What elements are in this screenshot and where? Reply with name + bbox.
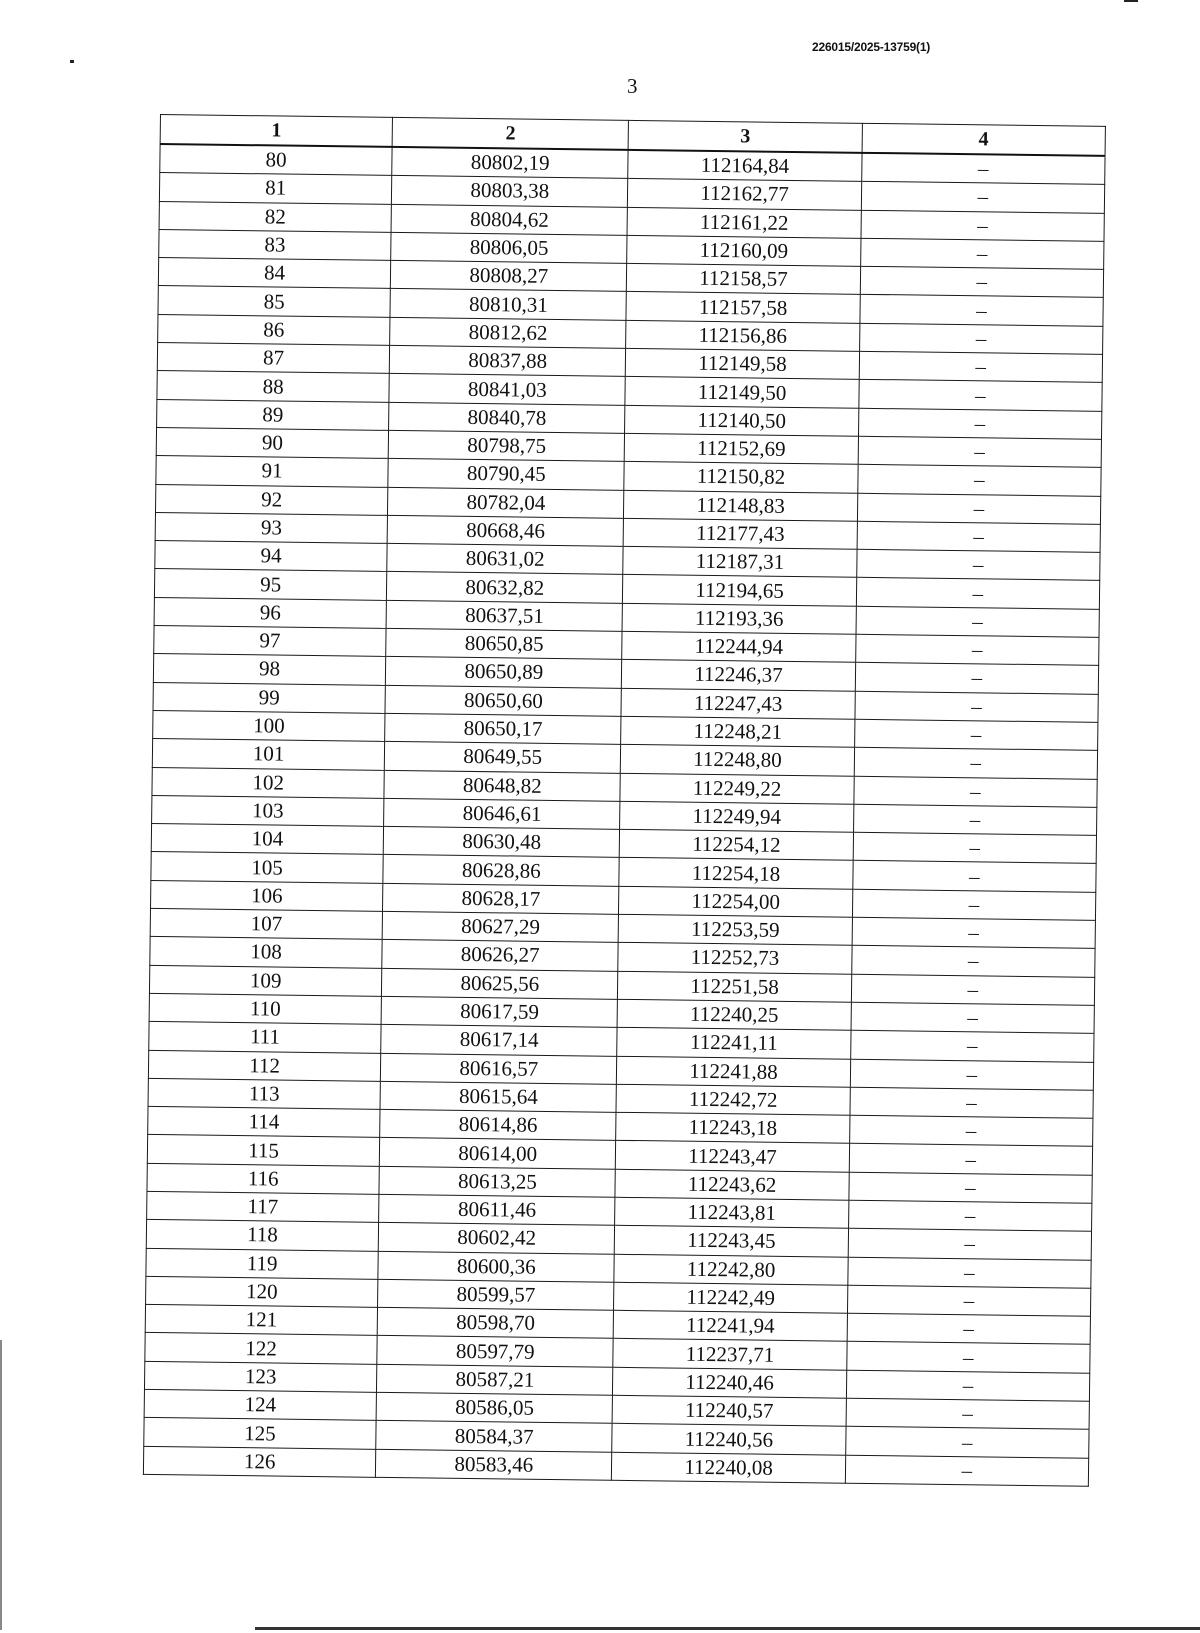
note-cell: – xyxy=(861,182,1105,213)
point-number-cell: 120 xyxy=(146,1276,379,1307)
column-header: 3 xyxy=(629,120,863,152)
x-coordinate-cell: 80600,36 xyxy=(378,1251,615,1282)
note-cell: – xyxy=(845,1455,1089,1486)
point-number-cell: 94 xyxy=(155,541,388,572)
note-cell: – xyxy=(851,974,1095,1005)
x-coordinate-cell: 80613,25 xyxy=(379,1166,616,1197)
scan-bottom-line xyxy=(255,1627,1200,1630)
x-coordinate-cell: 80616,57 xyxy=(381,1053,618,1084)
column-header: 4 xyxy=(862,123,1106,156)
point-number-cell: 114 xyxy=(148,1107,381,1138)
x-coordinate-cell: 80597,79 xyxy=(377,1336,614,1367)
scan-edge xyxy=(0,1340,2,1630)
point-number-cell: 115 xyxy=(147,1135,380,1166)
y-coordinate-cell: 112247,43 xyxy=(621,688,855,719)
x-coordinate-cell: 80790,45 xyxy=(388,459,625,490)
note-cell: – xyxy=(857,493,1101,524)
point-number-cell: 107 xyxy=(150,908,383,939)
y-coordinate-cell: 112177,43 xyxy=(624,518,858,549)
note-cell: – xyxy=(852,917,1096,948)
note-cell: – xyxy=(847,1257,1091,1288)
note-cell: – xyxy=(858,380,1102,411)
x-coordinate-cell: 80804,62 xyxy=(391,204,628,235)
x-coordinate-cell: 80812,62 xyxy=(390,317,627,348)
column-header: 1 xyxy=(160,115,393,147)
point-number-cell: 106 xyxy=(151,880,384,911)
y-coordinate-cell: 112237,71 xyxy=(613,1339,847,1370)
x-coordinate-cell: 80615,64 xyxy=(380,1081,617,1112)
y-coordinate-cell: 112253,59 xyxy=(619,914,853,945)
note-cell: – xyxy=(854,748,1098,779)
note-cell: – xyxy=(859,323,1103,354)
y-coordinate-cell: 112240,57 xyxy=(613,1395,847,1426)
point-number-cell: 92 xyxy=(155,484,388,515)
note-cell: – xyxy=(860,238,1104,269)
point-number-cell: 124 xyxy=(144,1389,377,1420)
note-cell: – xyxy=(861,153,1105,185)
point-number-cell: 98 xyxy=(153,654,386,685)
note-cell: – xyxy=(848,1200,1092,1231)
note-cell: – xyxy=(858,436,1102,467)
y-coordinate-cell: 112240,56 xyxy=(612,1424,846,1455)
note-cell: – xyxy=(849,1172,1093,1203)
x-coordinate-cell: 80668,46 xyxy=(387,515,624,546)
y-coordinate-cell: 112249,22 xyxy=(620,773,854,804)
note-cell: – xyxy=(850,1059,1094,1090)
note-cell: – xyxy=(857,521,1101,552)
y-coordinate-cell: 112240,46 xyxy=(613,1367,847,1398)
x-coordinate-cell: 80806,05 xyxy=(391,232,628,263)
point-number-cell: 95 xyxy=(154,569,387,600)
x-coordinate-cell: 80646,61 xyxy=(384,798,621,829)
x-coordinate-cell: 80625,56 xyxy=(382,968,619,999)
y-coordinate-cell: 112193,36 xyxy=(622,603,856,634)
x-coordinate-cell: 80614,86 xyxy=(380,1109,617,1140)
y-coordinate-cell: 112140,50 xyxy=(625,405,859,436)
point-number-cell: 116 xyxy=(147,1163,380,1194)
point-number-cell: 90 xyxy=(156,427,389,458)
x-coordinate-cell: 80584,37 xyxy=(376,1421,613,1452)
note-cell: – xyxy=(849,1144,1093,1175)
y-coordinate-cell: 112242,80 xyxy=(614,1254,848,1285)
note-cell: – xyxy=(855,663,1099,694)
point-number-cell: 122 xyxy=(145,1333,378,1364)
point-number-cell: 113 xyxy=(148,1078,381,1109)
y-coordinate-cell: 112254,12 xyxy=(620,829,854,860)
note-cell: – xyxy=(852,861,1096,892)
scan-speck xyxy=(70,60,74,63)
x-coordinate-cell: 80631,02 xyxy=(387,544,624,575)
point-number-cell: 84 xyxy=(158,258,391,289)
note-cell: – xyxy=(860,266,1104,297)
point-number-cell: 86 xyxy=(158,314,391,345)
note-cell: – xyxy=(846,1398,1090,1429)
y-coordinate-cell: 112160,09 xyxy=(627,235,861,266)
y-coordinate-cell: 112187,31 xyxy=(623,547,857,578)
point-number-cell: 112 xyxy=(148,1050,381,1081)
x-coordinate-cell: 80627,29 xyxy=(382,911,619,942)
point-number-cell: 118 xyxy=(146,1220,379,1251)
table-body xyxy=(143,144,1105,1486)
note-cell: – xyxy=(856,578,1100,609)
note-cell: – xyxy=(860,295,1104,326)
x-coordinate-cell: 80628,17 xyxy=(383,883,620,914)
y-coordinate-cell: 112248,80 xyxy=(621,745,855,776)
x-coordinate-cell: 80782,04 xyxy=(388,487,625,518)
y-coordinate-cell: 112240,08 xyxy=(612,1452,846,1483)
point-number-cell: 104 xyxy=(151,824,384,855)
point-number-cell: 117 xyxy=(147,1191,380,1222)
point-number-cell: 110 xyxy=(149,993,382,1024)
y-coordinate-cell: 112241,11 xyxy=(617,1028,851,1059)
note-cell: – xyxy=(856,606,1100,637)
point-number-cell: 88 xyxy=(157,371,390,402)
y-coordinate-cell: 112161,22 xyxy=(627,207,861,238)
point-number-cell: 111 xyxy=(149,1022,382,1053)
x-coordinate-cell: 80617,14 xyxy=(381,1025,618,1056)
note-cell: – xyxy=(856,549,1100,580)
x-coordinate-cell: 80649,55 xyxy=(384,742,621,773)
note-cell: – xyxy=(846,1370,1090,1401)
point-number-cell: 99 xyxy=(153,682,386,713)
note-cell: – xyxy=(854,776,1098,807)
y-coordinate-cell: 112152,69 xyxy=(625,433,859,464)
x-coordinate-cell: 80650,17 xyxy=(385,713,622,744)
x-coordinate-cell: 80837,88 xyxy=(389,345,626,376)
point-number-cell: 85 xyxy=(158,286,391,317)
x-coordinate-cell: 80614,00 xyxy=(379,1138,616,1169)
note-cell: – xyxy=(855,691,1099,722)
x-coordinate-cell: 80611,46 xyxy=(379,1194,616,1225)
x-coordinate-cell: 80637,51 xyxy=(386,600,623,631)
note-cell: – xyxy=(851,1002,1095,1033)
point-number-cell: 81 xyxy=(159,173,392,204)
y-coordinate-cell: 112156,86 xyxy=(626,320,860,351)
note-cell: – xyxy=(850,1087,1094,1118)
note-cell: – xyxy=(847,1313,1091,1344)
point-number-cell: 82 xyxy=(159,201,392,232)
y-coordinate-cell: 112242,72 xyxy=(616,1084,850,1115)
point-number-cell: 87 xyxy=(157,343,390,374)
point-number-cell: 93 xyxy=(155,512,388,543)
x-coordinate-cell: 80803,38 xyxy=(392,176,629,207)
x-coordinate-cell: 80598,70 xyxy=(377,1308,614,1339)
y-coordinate-cell: 112157,58 xyxy=(626,292,860,323)
y-coordinate-cell: 112254,18 xyxy=(619,858,853,889)
note-cell: – xyxy=(847,1285,1091,1316)
note-cell: – xyxy=(854,719,1098,750)
point-number-cell: 103 xyxy=(152,795,385,826)
x-coordinate-cell: 80808,27 xyxy=(391,261,628,292)
x-coordinate-cell: 80798,75 xyxy=(388,430,625,461)
y-coordinate-cell: 112243,62 xyxy=(615,1169,849,1200)
document-number: 226015/2025-13759(1) xyxy=(812,40,931,54)
y-coordinate-cell: 112158,57 xyxy=(627,264,861,295)
x-coordinate-cell: 80810,31 xyxy=(390,289,627,320)
x-coordinate-cell: 80650,85 xyxy=(386,628,623,659)
note-cell: – xyxy=(853,804,1097,835)
note-cell: – xyxy=(853,832,1097,863)
y-coordinate-cell: 112246,37 xyxy=(622,660,856,691)
y-coordinate-cell: 112149,58 xyxy=(626,348,860,379)
note-cell: – xyxy=(848,1229,1092,1260)
note-cell: – xyxy=(859,351,1103,382)
x-coordinate-cell: 80583,46 xyxy=(376,1449,613,1480)
point-number-cell: 123 xyxy=(144,1361,377,1392)
y-coordinate-cell: 112243,47 xyxy=(616,1141,850,1172)
x-coordinate-cell: 80626,27 xyxy=(382,940,619,971)
y-coordinate-cell: 112252,73 xyxy=(618,943,852,974)
point-number-cell: 83 xyxy=(159,229,392,260)
point-number-cell: 97 xyxy=(154,626,387,657)
point-number-cell: 121 xyxy=(145,1305,378,1336)
x-coordinate-cell: 80617,59 xyxy=(381,996,618,1027)
point-number-cell: 102 xyxy=(152,767,385,798)
note-cell: – xyxy=(850,1030,1094,1061)
point-number-cell: 108 xyxy=(150,937,383,968)
y-coordinate-cell: 112194,65 xyxy=(623,575,857,606)
point-number-cell: 101 xyxy=(152,739,385,770)
point-number-cell: 109 xyxy=(149,965,382,996)
x-coordinate-cell: 80648,82 xyxy=(384,770,621,801)
y-coordinate-cell: 112243,81 xyxy=(615,1197,849,1228)
coordinates-table xyxy=(143,114,1106,1487)
x-coordinate-cell: 80632,82 xyxy=(387,572,624,603)
y-coordinate-cell: 112244,94 xyxy=(622,631,856,662)
point-number-cell: 80 xyxy=(160,144,393,176)
y-coordinate-cell: 112251,58 xyxy=(618,971,852,1002)
y-coordinate-cell: 112249,94 xyxy=(620,801,854,832)
y-coordinate-cell: 112254,00 xyxy=(619,886,853,917)
y-coordinate-cell: 112149,50 xyxy=(625,377,859,408)
note-cell: – xyxy=(851,946,1095,977)
point-number-cell: 100 xyxy=(153,710,386,741)
x-coordinate-cell: 80602,42 xyxy=(378,1223,615,1254)
y-coordinate-cell: 112240,25 xyxy=(617,999,851,1030)
x-coordinate-cell: 80841,03 xyxy=(389,374,626,405)
y-coordinate-cell: 112164,84 xyxy=(628,150,862,182)
point-number-cell: 89 xyxy=(157,399,390,430)
x-coordinate-cell: 80587,21 xyxy=(377,1364,614,1395)
x-coordinate-cell: 80586,05 xyxy=(376,1392,613,1423)
y-coordinate-cell: 112242,49 xyxy=(614,1282,848,1313)
note-cell: – xyxy=(852,889,1096,920)
x-coordinate-cell: 80630,48 xyxy=(383,826,620,857)
note-cell: – xyxy=(857,465,1101,496)
scan-speck xyxy=(1124,0,1138,2)
y-coordinate-cell: 112248,21 xyxy=(621,716,855,747)
point-number-cell: 125 xyxy=(144,1418,377,1449)
page-number: 3 xyxy=(627,74,638,98)
note-cell: – xyxy=(858,408,1102,439)
x-coordinate-cell: 80840,78 xyxy=(389,402,626,433)
note-cell: – xyxy=(846,1342,1090,1373)
column-header: 2 xyxy=(392,117,629,149)
x-coordinate-cell: 80628,86 xyxy=(383,855,620,886)
note-cell: – xyxy=(855,634,1099,665)
x-coordinate-cell: 80650,60 xyxy=(385,685,622,716)
x-coordinate-cell: 80802,19 xyxy=(392,147,629,179)
note-cell: – xyxy=(849,1115,1093,1146)
point-number-cell: 91 xyxy=(156,456,389,487)
y-coordinate-cell: 112150,82 xyxy=(624,462,858,493)
point-number-cell: 96 xyxy=(154,597,387,628)
y-coordinate-cell: 112241,94 xyxy=(614,1310,848,1341)
x-coordinate-cell: 80650,89 xyxy=(386,657,623,688)
point-number-cell: 126 xyxy=(143,1446,376,1477)
y-coordinate-cell: 112148,83 xyxy=(624,490,858,521)
note-cell: – xyxy=(845,1427,1089,1458)
note-cell: – xyxy=(861,210,1105,241)
point-number-cell: 119 xyxy=(146,1248,379,1279)
y-coordinate-cell: 112243,45 xyxy=(615,1226,849,1257)
y-coordinate-cell: 112162,77 xyxy=(628,179,862,210)
y-coordinate-cell: 112243,18 xyxy=(616,1112,850,1143)
y-coordinate-cell: 112241,88 xyxy=(617,1056,851,1087)
x-coordinate-cell: 80599,57 xyxy=(378,1279,615,1310)
point-number-cell: 105 xyxy=(151,852,384,883)
